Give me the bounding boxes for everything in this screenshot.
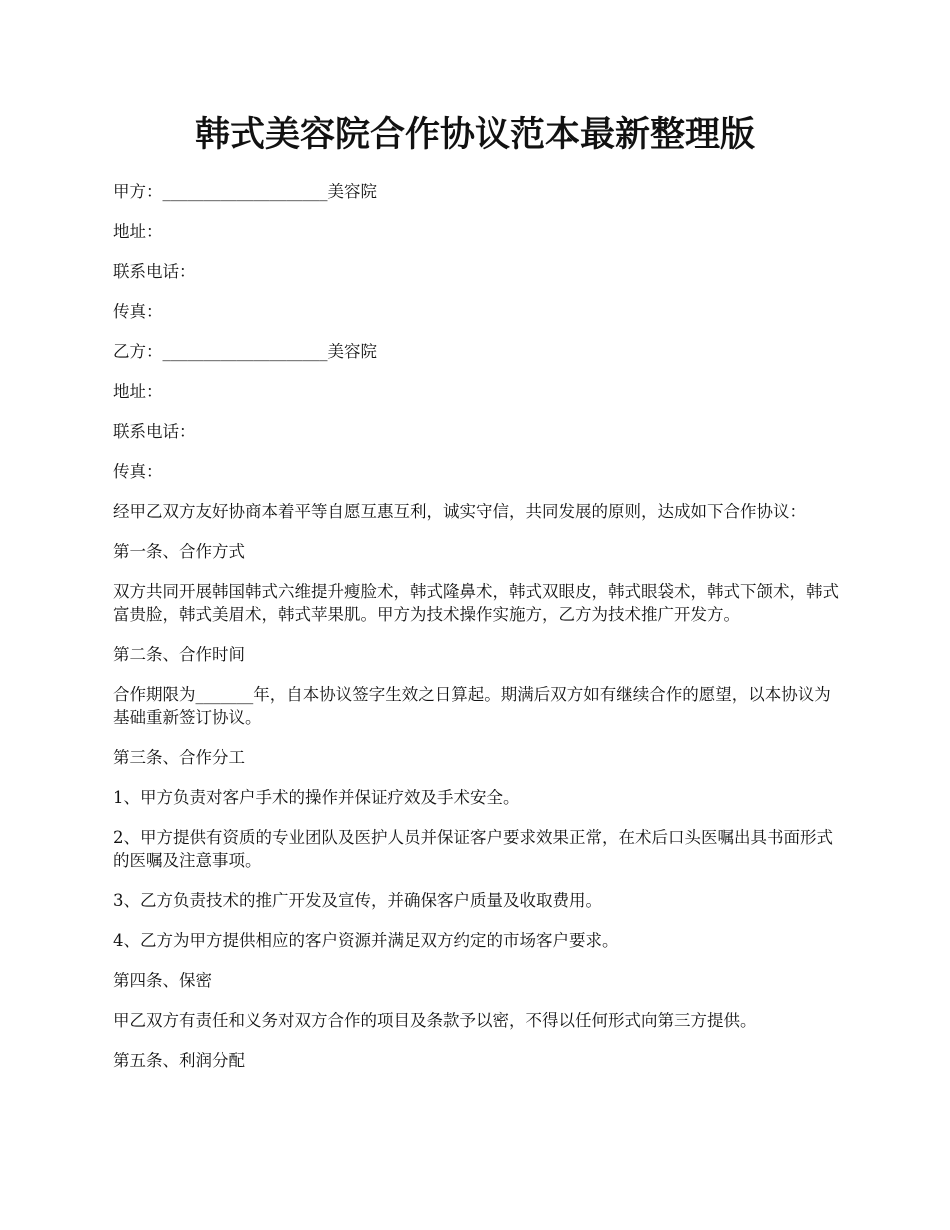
article-5-heading: 第五条、利润分配 — [113, 1051, 245, 1070]
article-3-heading: 第三条、合作分工 — [113, 748, 245, 767]
article-1-body: 双方共同开展韩国韩式六维提升瘦脸术，韩式隆鼻术，韩式双眼皮，韩式眼袋术，韩式下颌术，韩式富贵脸，韩式美眉术，韩式苹果肌。甲方为技术操作实施方，乙方为技术推广开发方。 — [113, 582, 839, 624]
party-b-address: 地址： — [113, 382, 163, 401]
article-3-item-4: 4、乙方为甲方提供相应的客户资源并满足双方约定的市场客户要求。 — [113, 931, 619, 950]
article-2-heading: 第二条、合作时间 — [113, 645, 245, 664]
article-3-item-2: 2、甲方提供有资质的专业团队及医护人员并保证客户要求效果正常，在术后口头医嘱出具书面形式的医嘱及注意事项。 — [113, 828, 833, 870]
document-body — [113, 180, 843, 1072]
article-2-body: 合作期限为_______年，自本协议签字生效之日算起。期满后双方如有继续合作的愿望，以本协议为基础重新签订协议。 — [113, 685, 831, 727]
article-4-heading: 第四条、保密 — [113, 971, 212, 990]
party-a-phone: 联系电话： — [113, 262, 196, 281]
party-a-name: 甲方：____________________美容院 — [113, 182, 377, 201]
article-3-item-1: 1、甲方负责对客户手术的操作并保证疗效及手术安全。 — [113, 788, 520, 807]
party-b-name: 乙方：____________________美容院 — [113, 342, 377, 361]
document-title: 韩式美容院合作协议范本最新整理版 — [194, 114, 755, 155]
preamble: 经甲乙双方友好协商本着平等自愿互惠互利，诚实守信，共同发展的原则，达成如下合作协议： — [113, 502, 806, 521]
article-3-item-3: 3、乙方负责技术的推广开发及宣传，并确保客户质量及收取费用。 — [113, 891, 602, 910]
party-a-fax: 传真： — [113, 302, 163, 321]
party-b-phone: 联系电话： — [113, 422, 196, 441]
article-1-heading: 第一条、合作方式 — [113, 542, 245, 561]
article-4-body: 甲乙双方有责任和义务对双方合作的项目及条款予以密，不得以任何形式向第三方提供。 — [113, 1011, 757, 1030]
party-b-fax: 传真： — [113, 462, 163, 481]
party-a-address: 地址： — [113, 222, 163, 241]
